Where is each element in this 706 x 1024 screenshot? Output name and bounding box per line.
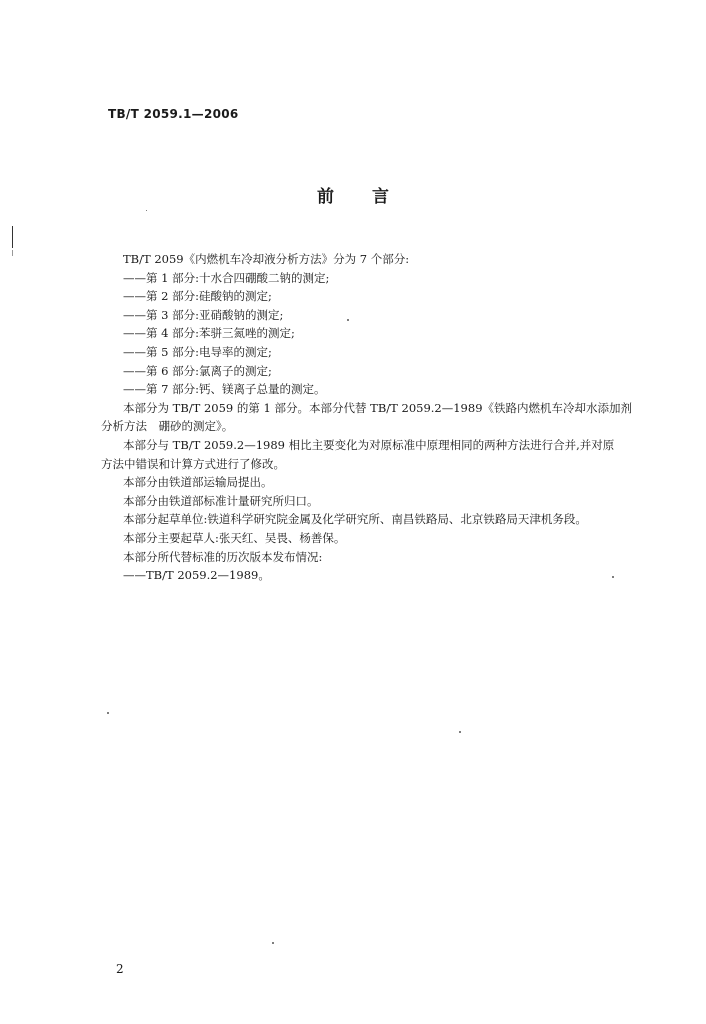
scan-speck (612, 576, 614, 578)
scan-speck (459, 731, 461, 733)
margin-mark (12, 226, 13, 248)
margin-mark (12, 250, 13, 256)
paragraph-line: 本部分所代替标准的历次版本发布情况: (123, 549, 323, 564)
document-body (101, 250, 661, 585)
paragraph-line: 方法中错误和计算方式进行了修改。 (101, 456, 285, 471)
paragraph-line: 本部分由铁道部标准计量研究所归口。 (123, 493, 319, 508)
paragraph-line: 本部分主要起草人:张天红、吴畏、杨善保。 (123, 530, 346, 545)
scan-speck (107, 712, 109, 714)
page-number: 2 (116, 962, 124, 976)
scan-speck (146, 210, 147, 211)
paragraph-line: 本部分由铁道部运输局提出。 (123, 475, 273, 490)
paragraph-line: 本部分起草单位:铁道科学研究院金属及化学研究所、南昌铁路局、北京铁路局天津机务段。 (123, 512, 587, 527)
paragraph-line: ——第 1 部分:十水合四硼酸二钠的测定; (123, 270, 330, 285)
paragraph-line: ——第 5 部分:电导率的测定; (123, 344, 272, 359)
page-title: 前言 (317, 187, 427, 207)
paragraph-line: ——第 3 部分:亚硝酸钠的测定; (123, 307, 284, 322)
paragraph-line: ——第 6 部分:氯离子的测定; (123, 363, 272, 378)
paragraph-line: 本部分为 TB/T 2059 的第 1 部分。本部分代替 TB/T 2059.2—1989《铁路内燃机车冷却水添加剂 (123, 400, 633, 415)
paragraph-line: ——TB/T 2059.2—1989。 (123, 568, 270, 583)
paragraph-line: 本部分与 TB/T 2059.2—1989 相比主要变化为对原标准中原理相同的两种方法进行合并,并对原 (123, 437, 615, 452)
scan-speck (347, 319, 349, 321)
paragraph-line: TB/T 2059《内燃机车冷却液分析方法》分为 7 个部分: (123, 252, 410, 266)
paragraph-line: 分析方法 硼砂的测定》。 (101, 419, 234, 434)
scan-speck (272, 942, 274, 944)
paragraph-line: ——第 7 部分:钙、镁离子总量的测定。 (123, 382, 326, 397)
standard-code: TB/T 2059.1—2006 (108, 107, 239, 121)
paragraph-line: ——第 4 部分:苯骈三氮唑的测定; (123, 326, 295, 341)
paragraph-line: ——第 2 部分:硅酸钠的测定; (123, 289, 272, 304)
